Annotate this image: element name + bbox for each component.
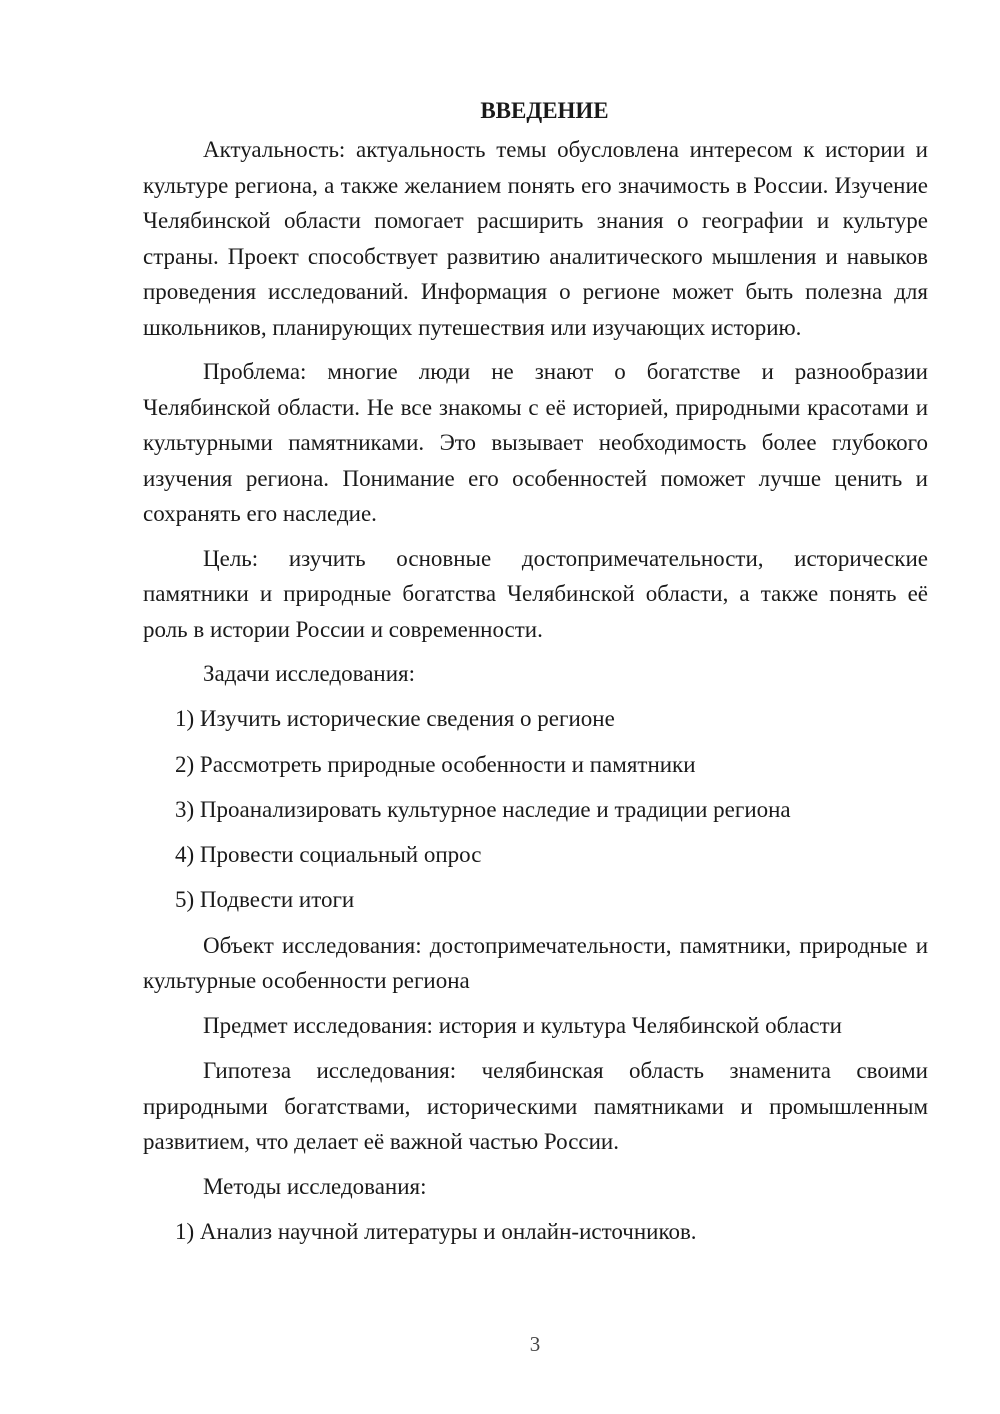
methods-title: Методы исследования: [203, 1173, 427, 1199]
relevance-paragraph: Актуальность: актуальность темы обусловлена интересом к истории и культуре региона, а также желанием понять его значимость в России. Изучение Челябинской области помогает расширить знания о географии и культуре страны. Проект способствует развитию аналитического мышления и навыков проведения исследований. Информация о регионе может быть полезна для школьников, планирующих путешествия или изучающих историю. [143, 137, 928, 340]
task-item: 4) Провести социальный опрос [175, 842, 482, 868]
task-item: 3) Проанализировать культурное наследие и традиции региона [175, 796, 791, 822]
object-paragraph: Объект исследования: достопримечательности, памятники, природные и культурные особенности региона [143, 932, 928, 994]
goal-paragraph: Цель: изучить основные достопримечательности, исторические памятники и природные богатства Челябинской области, а также понять её роль в истории России и современности. [143, 545, 928, 642]
task-item: 1) Изучить исторические сведения о регионе [175, 706, 615, 732]
document-page [143, 90, 928, 1259]
section-heading: ВВЕДЕНИЕ [480, 98, 609, 123]
problem-paragraph: Проблема: многие люди не знают о богатстве и разнообразии Челябинской области. Не все знакомы с её историей, природными красотами и культурными памятниками. Это вызывает необходимость более глубокого изучения региона. Понимание его особенностей поможет лучше ценить и сохранять его наследие. [143, 359, 928, 526]
method-item: 1) Анализ научной литературы и онлайн-источников. [175, 1218, 697, 1244]
hypothesis-paragraph: Гипотеза исследования: челябинская область знаменита своими природными богатствами, историческими памятниками и промышленным развитием, что делает её важной частью России. [143, 1058, 928, 1155]
task-item: 2) Рассмотреть природные особенности и памятники [175, 751, 696, 777]
tasks-title: Задачи исследования: [203, 661, 416, 686]
page-number: 3 [529, 1332, 541, 1356]
subject-line: Предмет исследования: история и культура Челябинской области [203, 1012, 842, 1038]
task-item: 5) Подвести итоги [175, 887, 355, 913]
